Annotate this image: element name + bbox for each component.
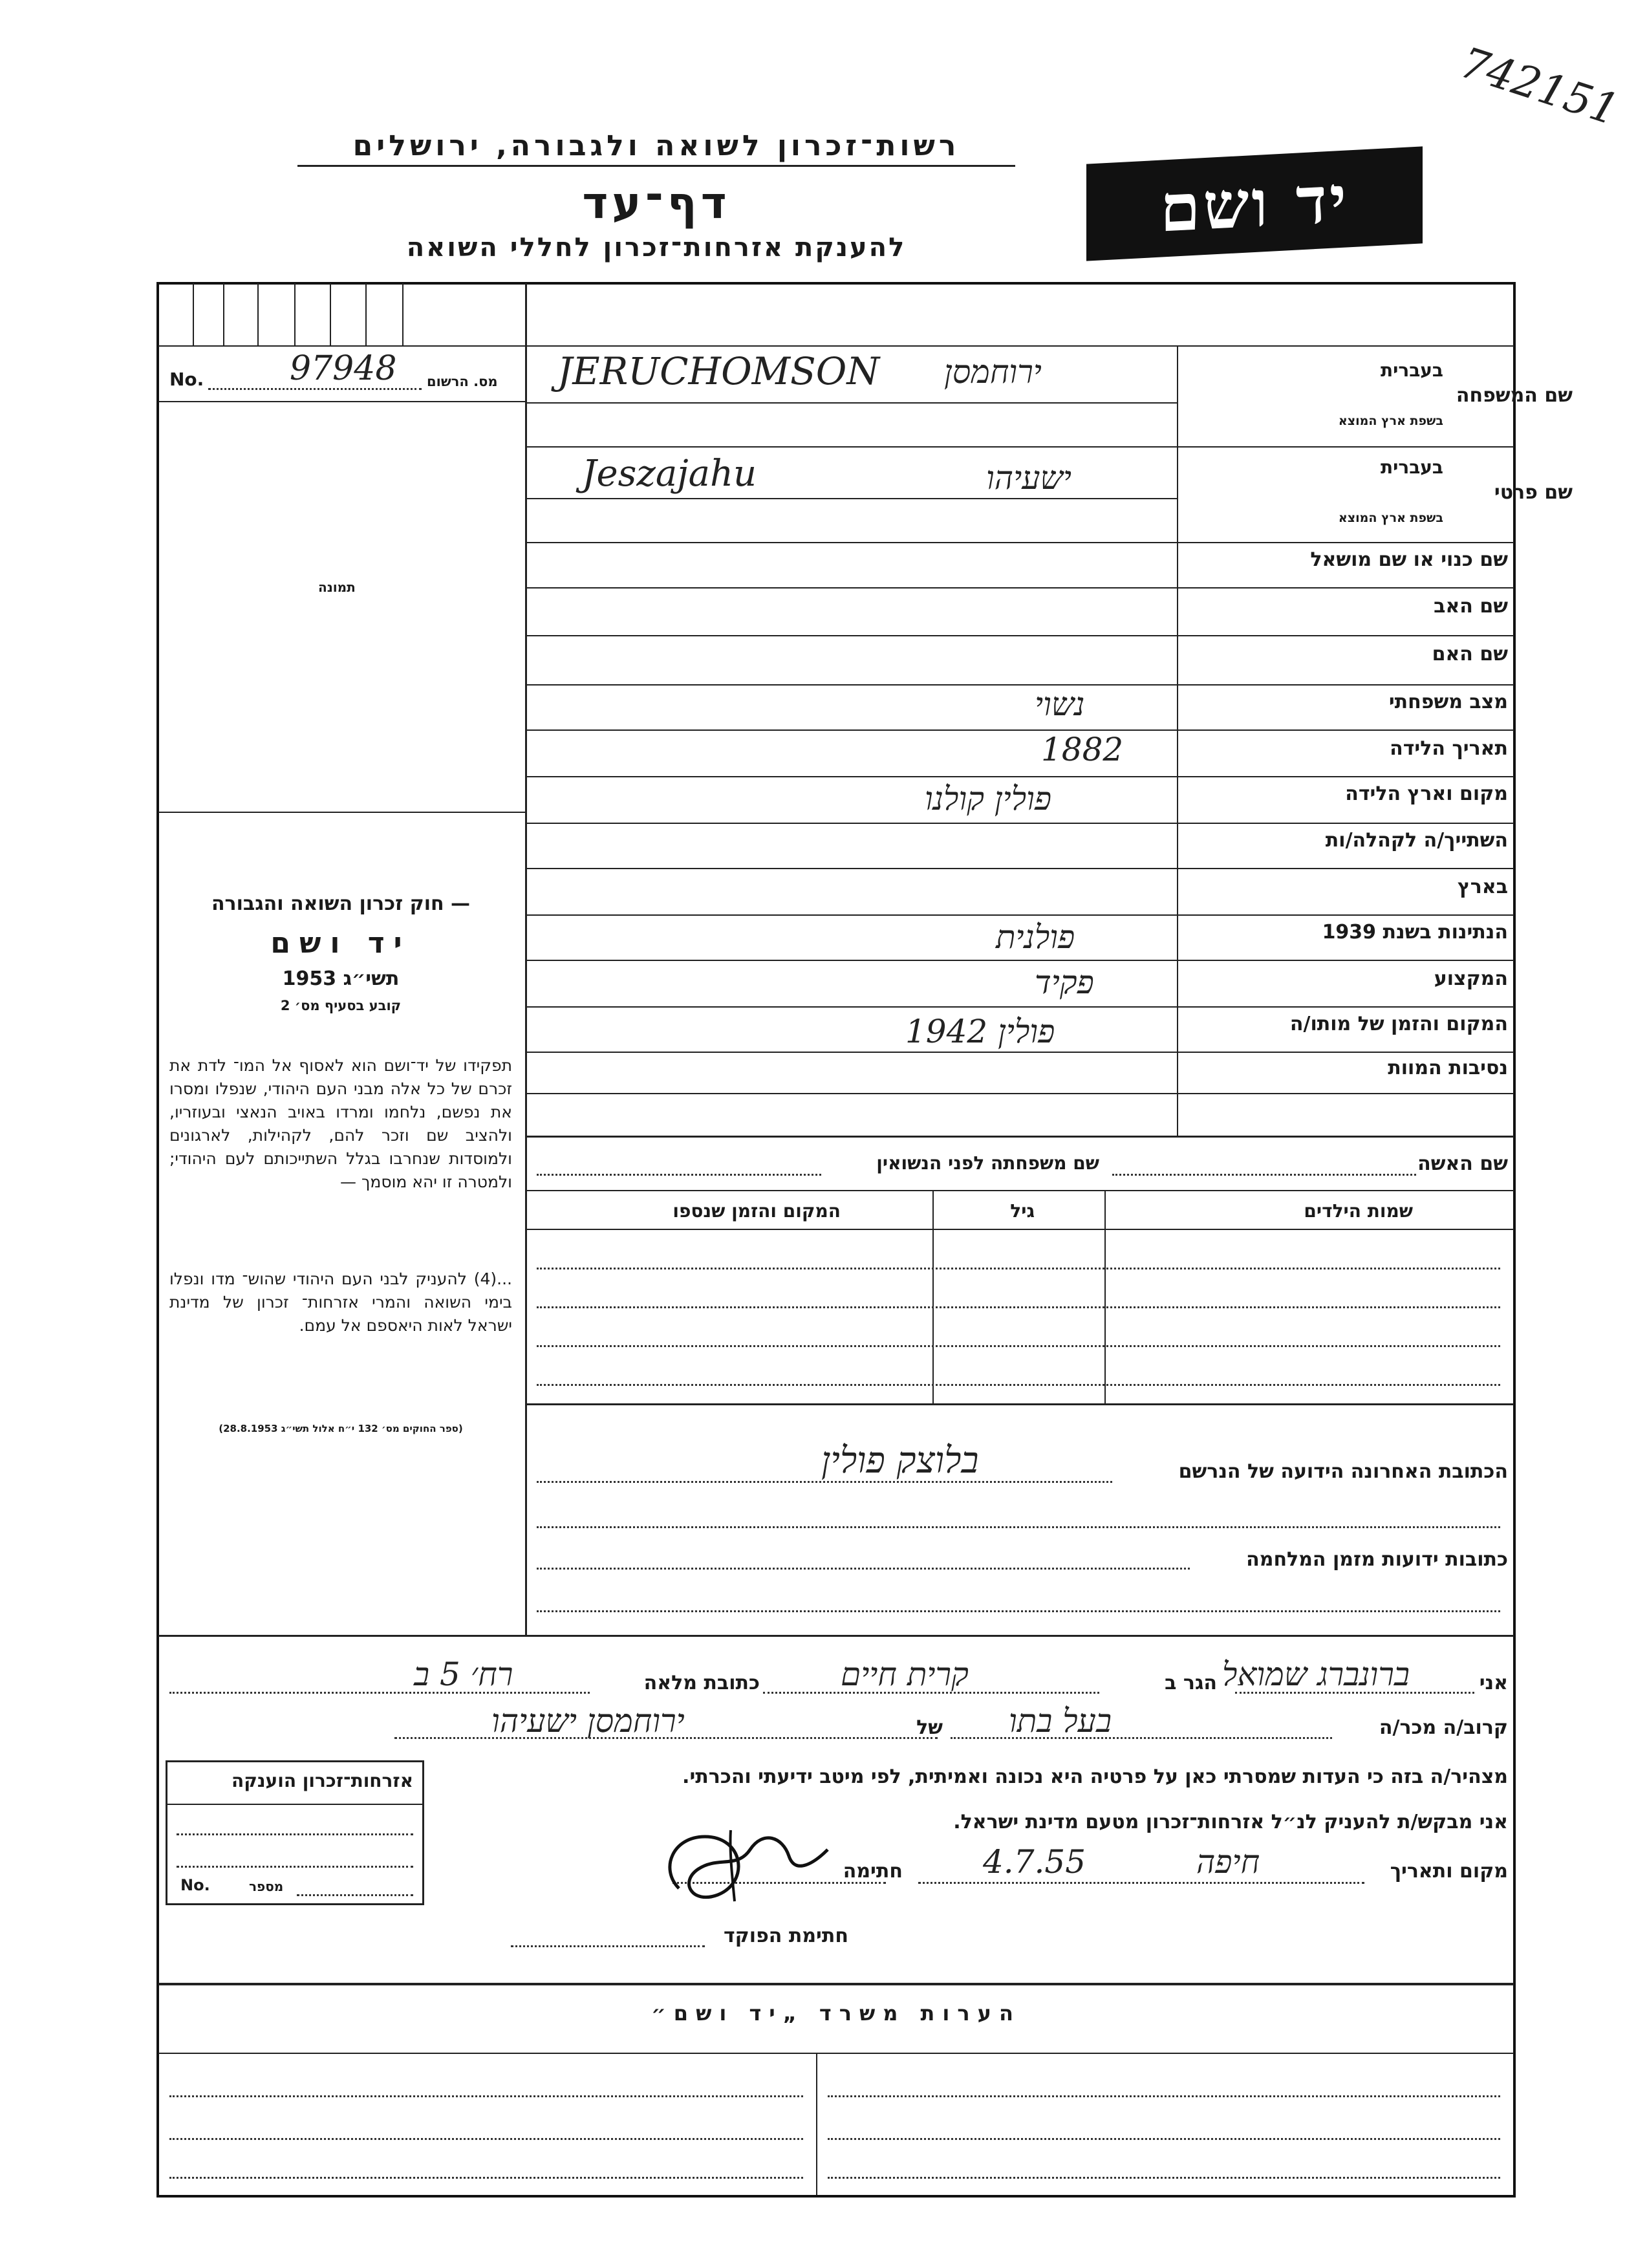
officer-signature-label: חתימת הפוקד xyxy=(724,1925,848,1947)
hebrew-label-first: בעברית xyxy=(1380,457,1443,478)
office-notes-title: הערות משרד „יד ושם״ xyxy=(651,2001,1021,2025)
citizenship-box-no: No. xyxy=(180,1876,210,1894)
law-paragraph-1: תפקידו של יד־ושם הוא לאסוף אל המו־ לדת את זכרם של כל אלה מבני העם היהודי, שנפלו ומסרו את נפשם, נלחמו ומרדו באויב הנאצי ובעוזריו, ולהציב שם וזכר להם, לקהילות, לארגונים ולמוסדות שנחרבו בגלל השתייכותם לעם היהודי; ולמטרה זו יהא מוסמך — xyxy=(169,1056,512,1191)
date-value: 4.7.55 xyxy=(983,1843,1086,1881)
i-label: אני xyxy=(1479,1672,1508,1694)
family-name-hebrew: ירוחמסן xyxy=(944,353,1042,391)
law-name: יד ושם xyxy=(270,927,411,960)
first-name-label: שם פרטי xyxy=(1494,481,1573,504)
first-name-origin: Jeszajahu xyxy=(582,453,757,495)
no-label: No. xyxy=(169,369,204,390)
photo-label: תמונה xyxy=(318,579,356,595)
community-label: השתייך/ה לקהלה/ות xyxy=(1325,829,1508,852)
family-name-origin: JERUCHOMSON xyxy=(557,349,880,393)
full-address-label: כתובת מלאה xyxy=(643,1672,760,1694)
relation-label: קרוב/ה מכר/ה xyxy=(1379,1716,1508,1739)
country-label: בארץ xyxy=(1457,876,1508,898)
birth-place-value: פולין קולנו xyxy=(925,780,1052,817)
profession-label: המקצוע xyxy=(1434,967,1508,990)
document-title: דף־עד xyxy=(582,178,731,229)
street-value: רח׳ 5 ב xyxy=(414,1656,513,1693)
last-address-label: הכתובת האחרונה הידועה של הנרשם xyxy=(1178,1460,1508,1483)
origin-label-first: בשפת ארץ המוצא xyxy=(1338,511,1443,525)
of-label: של xyxy=(916,1716,943,1739)
registration-number: 97948 xyxy=(290,349,397,388)
registration-label: מס. הרשום xyxy=(427,374,498,389)
mother-label: שם האם xyxy=(1432,643,1508,665)
age-label: גיל xyxy=(1010,1200,1035,1222)
death-label: המקום והזמן של מותו/ה xyxy=(1289,1013,1508,1035)
statement-2: אני מבקש/ת להעניק לנ״ל אזרחות־זכרון מטעם מדינת ישראל. xyxy=(953,1811,1508,1833)
marital-label: מצב משפחתי xyxy=(1388,691,1508,713)
place-value: חיפה xyxy=(1196,1843,1260,1881)
birth-date-label: תאריך הלידה xyxy=(1390,737,1508,760)
children-label: שמות הילדים xyxy=(1304,1200,1413,1222)
law-title: — חוק זכרון השואה והגבורה xyxy=(211,892,471,915)
authority-line: רשות־זכרון לשואה ולגבורה, ירושלים xyxy=(297,129,1015,167)
citizenship-value: פולנית xyxy=(996,918,1075,956)
law-block xyxy=(169,892,512,1013)
law-clause: קובע בסעיף מס׳ 2 xyxy=(280,998,402,1013)
relation-value: בעל בתו xyxy=(1009,1702,1112,1740)
origin-label-family: בשפת ארץ המוצא xyxy=(1338,414,1443,428)
last-address-value: בלוצק פולין xyxy=(821,1440,979,1482)
resides-label: הגר ב xyxy=(1165,1672,1217,1694)
law-source: (ספר החוקים מס׳ 132 י״ח אלול תשי״ג 28.8.1953) xyxy=(219,1423,463,1434)
profession-value: פקיד xyxy=(1035,964,1094,1001)
law-paragraph-2: ...(4) להעניק לבני העם היהודי שהוש־ מדו ונפלו בימי השואה והמרי אזרחות־ זכרון של מדינת ישראל לאות היאספם אל עמם. xyxy=(169,1269,512,1335)
yad-vashem-logo xyxy=(1086,146,1423,261)
marital-value: נשוי xyxy=(1035,686,1085,723)
place-date-label: מקום ותאריך xyxy=(1390,1860,1508,1883)
first-name-hebrew: ישעיהו xyxy=(986,459,1072,497)
signature-label: חתימה xyxy=(843,1860,903,1883)
archive-number: 742151 xyxy=(1454,37,1625,136)
document-subtitle: להענקת אזרחות־זכרון לחללי השואה xyxy=(406,233,907,263)
alias-label: שם כנוי או שם מושאל xyxy=(1310,548,1508,571)
citizenship-box-number: מספר xyxy=(249,1879,284,1894)
law-year: תשי״ג 1953 xyxy=(282,967,400,990)
family-name-label: שם המשפחה xyxy=(1456,384,1573,407)
maiden-name-label: שם משפחתה לפני הנשואין xyxy=(876,1152,1099,1174)
citizenship-box-title: אזרחות־זכרון הוענקה xyxy=(231,1770,413,1791)
death-circumstances-label: נסיבות המוות xyxy=(1388,1057,1508,1079)
witness-signature xyxy=(653,1811,847,1914)
witness-name: ברונברג שמואל xyxy=(1222,1656,1410,1693)
place-time-label: המקום והזמן שנספו xyxy=(673,1200,841,1222)
of-value: ירוחמסן ישעיהו xyxy=(491,1702,685,1740)
birth-date-value: 1882 xyxy=(1041,731,1124,768)
father-label: שם האב xyxy=(1434,595,1508,618)
statement-1: מצהיר/ה בזה כי העדות שמסרתי כאן על פרטיה היא נכונה ואמיתית, לפי מיטב ידיעתי והכרתי. xyxy=(682,1766,1508,1788)
birth-place-label: מקום וארץ הלידה xyxy=(1345,783,1508,805)
hebrew-label-family: בעברית xyxy=(1380,360,1443,381)
citizenship-label: הנתינות בשנת 1939 xyxy=(1322,921,1508,944)
citizenship-granted-box xyxy=(166,1760,424,1905)
city-value: קרית חיים xyxy=(841,1656,969,1693)
death-value: פולין 1942 xyxy=(905,1013,1055,1050)
wartime-address-label: כתובות ידועות מזמן המלחמה xyxy=(1246,1548,1508,1571)
logo-text: יד ושם xyxy=(1160,160,1349,247)
wife-label: שם האשה xyxy=(1417,1152,1508,1175)
